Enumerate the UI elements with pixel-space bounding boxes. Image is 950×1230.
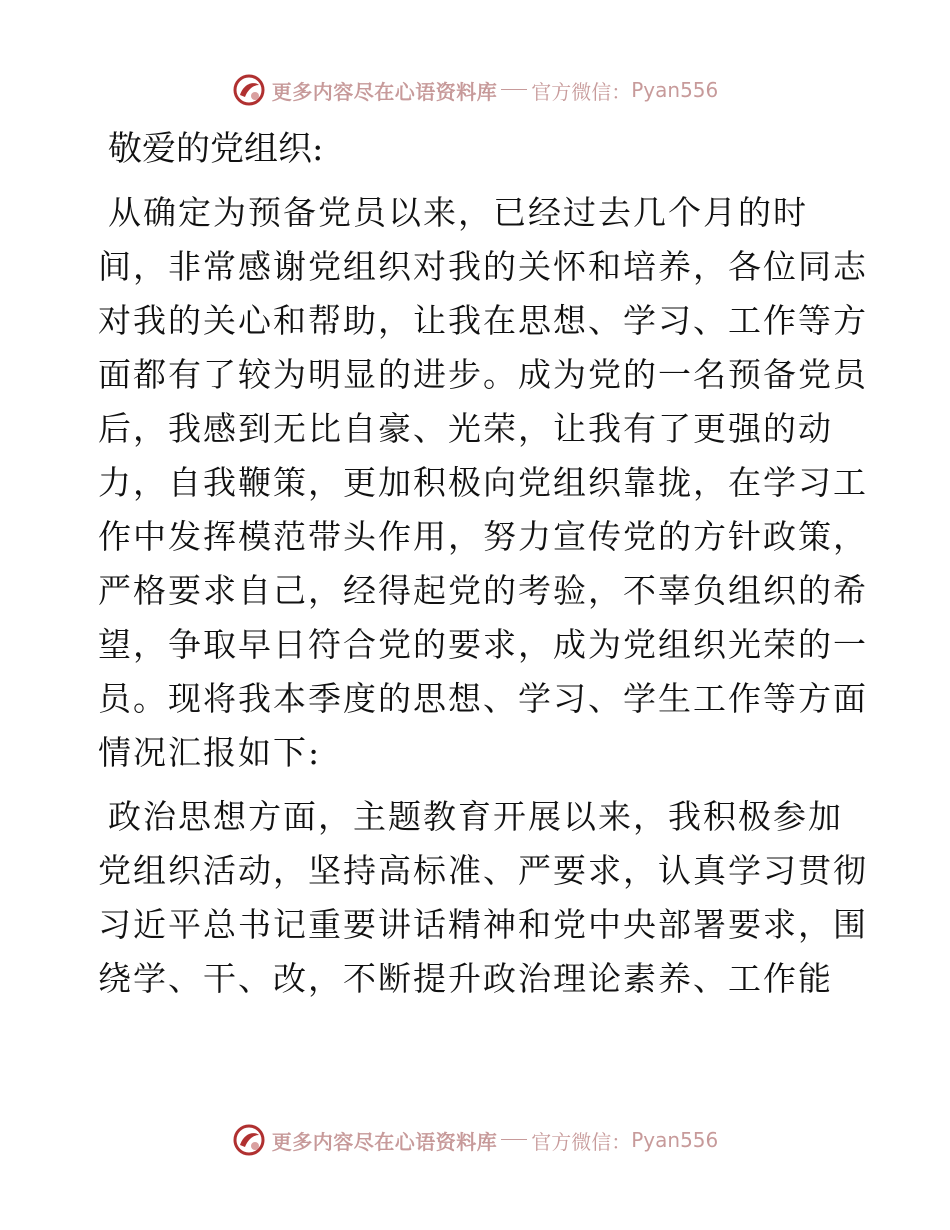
banner-wechat-label: 官方微信：	[531, 1129, 632, 1154]
paragraph	[98, 790, 868, 1006]
text-line: 后，我感到无比自豪、光荣，让我有了更强的动	[98, 409, 833, 448]
text-line: 情况汇报如下:	[98, 733, 322, 772]
text-line: 作中发挥模范带头作用，努力宣传党的方针政策，	[98, 517, 868, 556]
header-banner	[0, 70, 950, 110]
banner-text: 更多内容尽在心语资料库	[271, 1129, 498, 1154]
text-line: 绕学、干、改，不断提升政治理论素养、工作能	[98, 959, 833, 998]
document-body	[98, 122, 868, 1016]
text-line: 严格要求自己，经得起党的考验，不辜负组织的希	[98, 571, 868, 610]
text-line: 习近平总书记重要讲话精神和党中央部署要求，围	[98, 905, 868, 944]
text-line: 员。现将我本季度的思想、学习、学生工作等方面	[98, 679, 868, 718]
banner-wechat-id: Pyan556	[631, 1128, 719, 1152]
text-line: 党组织活动，坚持高标准、严要求，认真学习贯彻	[98, 851, 868, 890]
library-logo-icon	[232, 73, 266, 107]
text-line: 望，争取早日符合党的要求，成为党组织光荣的一	[98, 625, 868, 664]
paragraph	[98, 186, 868, 780]
text-line: 对我的关心和帮助，让我在思想、学习、工作等方	[98, 301, 868, 340]
banner-wechat-id: Pyan556	[631, 78, 719, 102]
banner-wechat-label: 官方微信：	[531, 79, 632, 104]
library-logo-icon	[232, 1123, 266, 1157]
text-line: 间，非常感谢党组织对我的关怀和培养，各位同志	[98, 247, 868, 286]
banner-text: 更多内容尽在心语资料库	[271, 79, 498, 104]
text-line: 力，自我鞭策，更加积极向党组织靠拢，在学习工	[98, 463, 868, 502]
text-line: 政治思想方面，主题教育开展以来，我积极参加	[108, 797, 843, 836]
text-line: 面都有了较为明显的进步。成为党的一名预备党员	[98, 355, 868, 394]
banner-divider	[501, 89, 527, 90]
text-line: 从确定为预备党员以来，已经过去几个月的时	[108, 193, 808, 232]
salutation: 敬爱的党组织:	[108, 129, 324, 169]
banner-divider	[501, 1139, 527, 1140]
footer-banner	[0, 1120, 950, 1160]
